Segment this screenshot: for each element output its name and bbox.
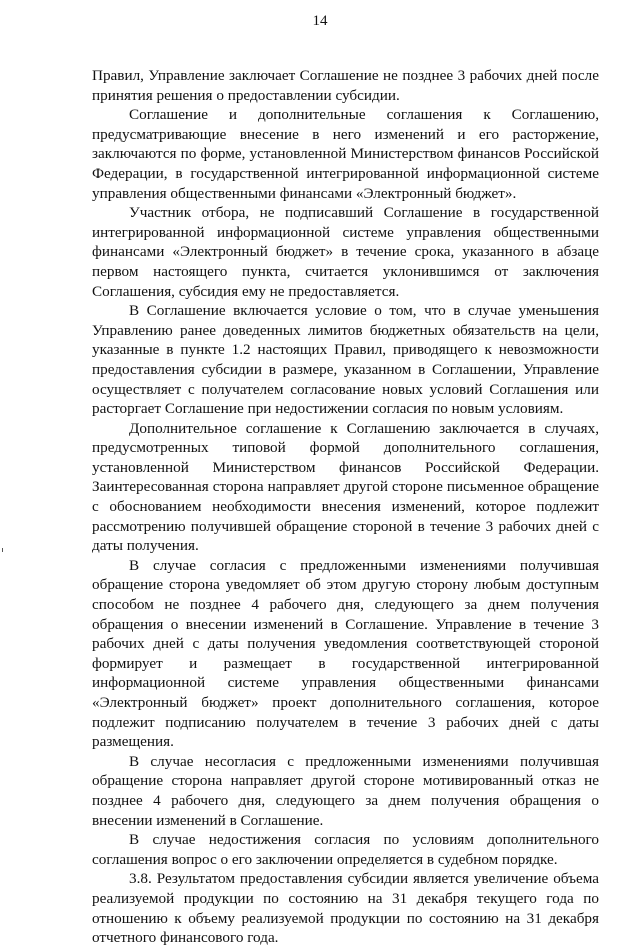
paragraph-4: В Соглашение включается условие о том, что в случае уменьшения Управлению ранее доведенных лимитов бюджетных обязательств на цели, указанные в пункте 1.2 настоящих Правил, приводящего к невозможности предоставления субсидии в размере, указанном в Соглашении, Управление осуществляет с получателем согласование новых условий Соглашения или расторгает Соглашение при недостижении согласия по новым условиям.	[92, 302, 599, 418]
paragraph-5: Дополнительное соглашение к Соглашению заключается в случаях, предусмотренных типовой формой дополнительного соглашения, установленной Министерством финансов Российской Федерации. Заинтересованная сторона направляет другой стороне письменное обращение с обоснованием необходимости внесения изменений, которое подлежит рассмотрению получившей обращение стороной в течение 3 рабочих дней с даты получения.	[92, 419, 599, 555]
paragraph-9: 3.8. Результатом предоставления субсидии является увеличение объема реализуемой продукции по состоянию на 31 декабря текущего года по отношению к объему реализуемой продукции по состоянию на 31 декабря отчетного финансового года.	[92, 870, 599, 947]
paragraph-8: В случае недостижения согласия по условиям дополнительного соглашения вопрос о его заключении определяется в судебном порядке.	[92, 831, 599, 868]
paragraph-2: Соглашение и дополнительные соглашения к Соглашению, предусматривающие внесение в него изменений и его расторжение, заключаются по форме, установленной Министерством финансов Российской Федерации, в государственной интегрированной информационной системе управления общественными финансами «Электронный бюджет».	[92, 106, 599, 202]
paragraph-3: Участник отбора, не подписавший Соглашение в государственной интегрированной информационной системе управления общественными финансами «Электронный бюджет» в течение срока, указанного в абзаце первом настоящего пункта, считается уклонившимся от заключения Соглашения, субсидия ему не предоставляется.	[92, 204, 599, 300]
paragraph-6: В случае согласия с предложенными изменениями получившая обращение сторона уведомляет об этом другую сторону любым доступным способом не позднее 4 рабочего дня, следующего за днем получения обращения о внесении изменений в Соглашение. Управление в течение 3 рабочих дней с даты получения уведомления соответствующей стороной формирует и размещает в государственной интегрированной информационной системе управления общественными финансами «Электронный бюджет» проект дополнительного соглашения, которое подлежит подписанию получателем в течение 3 рабочих дней с даты размещения.	[92, 556, 599, 751]
paragraph-7: В случае несогласия с предложенными изменениями получившая обращение сторона направляет другой стороне мотивированный отказ не позднее 4 рабочего дня, следующего за днем получения обращения о внесении изменений в Соглашение.	[92, 752, 599, 829]
body-text	[92, 66, 599, 948]
margin-mark	[2, 548, 3, 552]
paragraph-1: Правил, Управление заключает Соглашение не позднее 3 рабочих дней после принятия решения о предоставлении субсидии.	[92, 67, 599, 104]
page-number: 14	[312, 13, 328, 29]
